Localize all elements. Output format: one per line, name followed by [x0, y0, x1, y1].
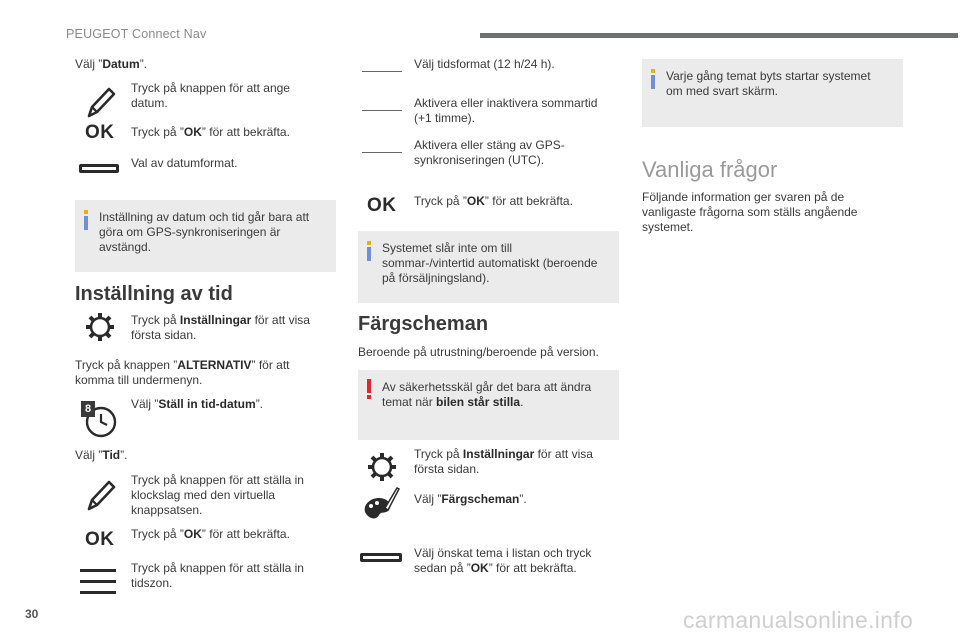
step-select-theme: Välj önskat tema i listan och tryck sedan på ”OK” för att bekräfta.	[414, 546, 592, 575]
info-icon	[651, 69, 656, 89]
step-confirm-date: Tryck på ”OK” för att bekräfta.	[131, 125, 290, 139]
heading-time-setting: Inställning av tid	[75, 283, 233, 305]
step-gps-sync: Aktivera eller stäng av GPS-synkroniseringen (UTC).	[414, 138, 565, 167]
info-icon	[84, 210, 89, 230]
info-icon	[367, 241, 372, 261]
toggle-line-icon	[362, 71, 402, 72]
step-choose-color-scheme: Välj ”Färgscheman”.	[414, 492, 527, 506]
warning-text: Av säkerhetsskäl går det bara att ändra temat när bilen står stilla.	[382, 380, 592, 409]
ok-icon: OK	[367, 195, 397, 216]
step-set-timezone: Tryck på knappen för att ställa in tidszon.	[131, 561, 304, 590]
intro-text: Välj ”Datum”.	[75, 57, 148, 71]
info-text-date: Inställning av datum och tid går bara att göra om GPS-synkroniseringen är avstängd.	[99, 210, 310, 254]
step-enter-date: Tryck på knappen för att ange datum.	[131, 81, 290, 110]
header-title: PEUGEOT Connect Nav	[66, 27, 207, 41]
toggle-line-icon	[362, 110, 402, 111]
para-options: Tryck på knappen ”ALTERNATIV” för att komma till undermenyn.	[75, 358, 290, 387]
list-icon	[80, 567, 116, 597]
step-confirm-format: Tryck på ”OK” för att bekräfta.	[414, 194, 573, 208]
step-set-time-date: Välj ”Ställ in tid-datum”.	[131, 397, 264, 411]
step-enter-time: Tryck på knappen för att ställa in klockslag med den virtuella knappsatsen.	[131, 473, 304, 517]
info-text-theme: Varje gång temat byts startar systemet om med svart skärm.	[666, 69, 871, 98]
gear-icon	[366, 451, 398, 483]
pencil-icon	[86, 478, 116, 512]
step-time-format: Välj tidsformat (12 h/24 h).	[414, 57, 555, 71]
step-open-settings-2: Tryck på Inställningar för att visa första sidan.	[414, 447, 593, 476]
info-box-dst	[358, 231, 619, 303]
info-text-dst: Systemet slår inte om till sommar-/vintertid automatiskt (beroende på försäljningsland).	[382, 241, 598, 285]
warning-icon	[367, 379, 372, 399]
palette-icon	[361, 484, 403, 524]
info-box-date	[75, 200, 336, 272]
ok-icon: OK	[85, 122, 115, 143]
para-faq: Följande information ger svaren på de vanligaste frågorna som ställs angående systemet.	[642, 190, 858, 234]
header-bar	[480, 33, 958, 38]
para-choose-time: Välj ”Tid”.	[75, 448, 128, 462]
step-confirm-time: Tryck på ”OK” för att bekräfta.	[131, 527, 290, 541]
pencil-icon	[86, 85, 116, 119]
date-format-button-icon	[79, 164, 119, 173]
heading-color-schemes: Färgscheman	[358, 313, 489, 335]
toggle-line-icon	[362, 152, 402, 153]
step-daylight-saving: Aktivera eller inaktivera sommartid (+1 timme).	[414, 96, 598, 125]
ok-icon: OK	[85, 529, 115, 550]
para-equipment: Beroende på utrustning/beroende på version.	[358, 345, 599, 359]
step-open-settings: Tryck på Inställningar för att visa första sidan.	[131, 313, 310, 342]
number-badge: 8	[81, 401, 95, 417]
gear-icon	[84, 311, 116, 343]
watermark: carmanualsonline.info	[683, 607, 914, 633]
clock-settings-icon	[80, 400, 120, 440]
theme-list-button-icon	[360, 553, 402, 562]
page-number: 30	[25, 607, 39, 621]
step-date-format: Val av datumformat.	[131, 156, 238, 170]
warning-box	[358, 370, 619, 440]
info-box-theme	[642, 59, 903, 127]
heading-faq: Vanliga frågor	[642, 157, 778, 182]
